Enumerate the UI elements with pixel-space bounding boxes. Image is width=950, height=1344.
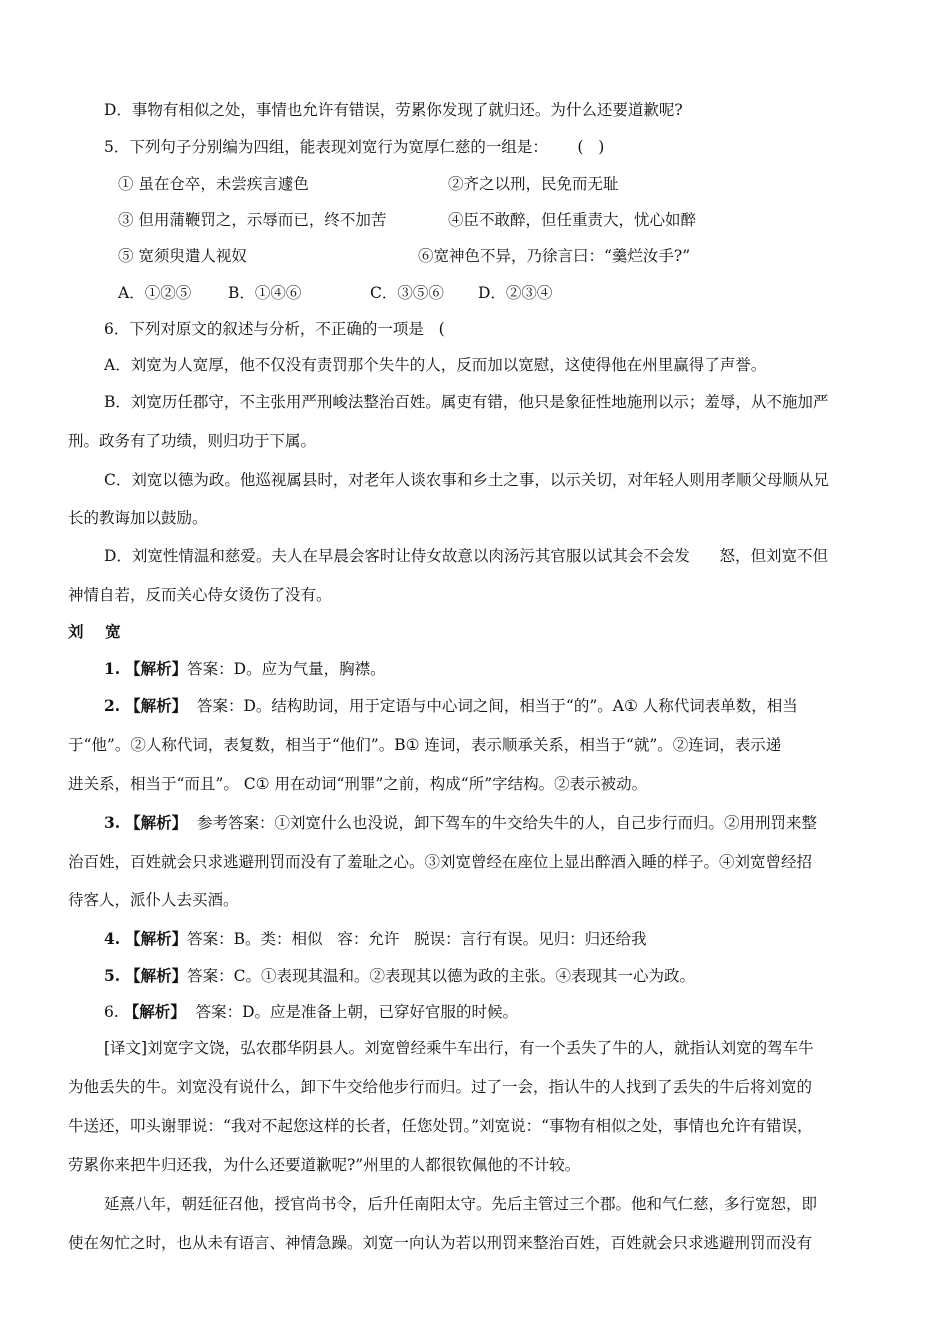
answer-number: 4. xyxy=(104,929,121,948)
answer-text: 答案：D。应是准备上朝，已穿好官服的时候。 xyxy=(185,1003,519,1021)
answer-text: 答案：B。类：相似 容：允许 脱误：言行有误。见归：归还给我 xyxy=(187,930,647,948)
q5-stem: 5．下列句子分别编为四组，能表现刘宽行为宽厚仁慈的一组是： ( ) xyxy=(104,138,605,156)
answer-2-line2: 于“他”。②人称代词，表复数，相当于“他们”。B① 连词，表示顺承关系，相当于“就”。②连词，表示递 xyxy=(68,736,782,754)
q5-item-6: ⑥宽神色不异，乃徐言曰：“羹烂汝手?” xyxy=(418,247,691,265)
q5-item-3: ③ 但用蒲鞭罚之，示辱而已，终不加苦 xyxy=(118,211,387,229)
translation-p1-line4: 劳累你来把牛归还我，为什么还要道歉呢?”州里的人都很钦佩他的不计较。 xyxy=(68,1156,581,1174)
answer-2-line3: 进关系，相当于“而且”。 C① 用在动词“刑罪”之前，构成“所”字结构。②表示被动。 xyxy=(68,775,648,793)
translation-p2-line2: 使在匆忙之时，也从未有语言、神情急躁。刘宽一向认为若以刑罚来整治百姓，百姓就会只求逃避刑罚而没有 xyxy=(68,1234,813,1252)
analysis-tag: 【解析】 xyxy=(125,966,188,985)
q5-choice-c: C．③⑤⑥ xyxy=(370,284,444,302)
translation-p1-line3: 牛送还，叩头谢罪说：“我对不起您这样的长者，任您处罚。”刘宽说：“事物有相似之处，事情也允许有错误， xyxy=(68,1117,813,1135)
answer-text: 答案：D。结构助词，用于定语与中心词之间，相当于“的”。A① 人称代词表单数，相当 xyxy=(187,697,798,715)
q5-item-1: ① 虽在仓卒，未尝疾言遽色 xyxy=(118,175,309,193)
answer-1 xyxy=(104,659,386,679)
q6-option-d-line2: 神情自若，反而关心侍女烫伤了没有。 xyxy=(68,586,332,604)
q6-option-d-line1: D．刘宽性情温和慈爱。夫人在早晨会客时让侍女故意以肉汤污其官服以试其会不会发 怒，但刘宽不但 xyxy=(104,547,828,565)
q5-item-5: ⑤ 宽须臾遣人视奴 xyxy=(118,247,247,265)
q5-item-4: ④臣不敢醉，但任重责大，忧心如醉 xyxy=(448,211,697,229)
analysis-tag: 【解析】 xyxy=(125,696,188,715)
answer-number: 6. xyxy=(104,1003,119,1021)
answer-text: 答案：C。①表现其温和。②表现其以德为政的主张。④表现其一心为政。 xyxy=(187,967,696,985)
analysis-tag: 【解析】 xyxy=(125,659,188,678)
q6-option-b-line2: 刑。政务有了功绩，则归功于下属。 xyxy=(68,432,317,450)
q5-item-2: ②齐之以刑，民免而无耻 xyxy=(448,175,619,193)
answer-3-line3: 待客人，派仆人去买酒。 xyxy=(68,891,239,909)
answer-text: 参考答案：①刘宽什么也没说，卸下驾车的牛交给失牛的人，自己步行而归。②用刑罚来整 xyxy=(187,814,817,832)
analysis-tag: 【解析】 xyxy=(125,929,188,948)
q6-option-c-line1: C．刘宽以德为政。他巡视属县时，对老年人谈农事和乡土之事，以示关切，对年轻人则用孝顺父母顺从兄 xyxy=(104,471,829,489)
answer-number: 3. xyxy=(104,813,121,832)
answer-3-line2: 治百姓，百姓就会只求逃避刑罚而没有了羞耻之心。③刘宽曾经在座位上显出醉酒入睡的样子。④刘宽曾经招 xyxy=(68,853,813,871)
answer-3 xyxy=(104,813,817,833)
q6-option-b-line1: B．刘宽历任郡守，不主张用严刑峻法整治百姓。属吏有错，他只是象征性地施刑以示；羞辱，从不施加严 xyxy=(104,393,829,411)
answer-6 xyxy=(104,1002,518,1022)
q5-choice-a: A．①②⑤ xyxy=(118,284,192,302)
answer-number: 2. xyxy=(104,696,121,715)
answer-number: 1. xyxy=(104,659,121,678)
answer-5 xyxy=(104,966,695,986)
analysis-tag: 【解析】 xyxy=(125,813,188,832)
translation-p1-line1: [译文]刘宽字文饶，弘农郡华阴县人。刘宽曾经乘牛车出行，有一个丢失了牛的人，就指认刘宽的驾车牛 xyxy=(104,1039,814,1057)
q6-stem: 6．下列对原文的叙述与分析，不正确的一项是 ( xyxy=(104,320,445,338)
answer-2 xyxy=(104,696,798,716)
analysis-tag: 【解析】 xyxy=(123,1002,186,1021)
answer-text: 答案：D。应为气量，胸襟。 xyxy=(187,660,386,678)
q6-option-a: A．刘宽为人宽厚，他不仅没有责罚那个失牛的人，反而加以宽慰，这使得他在州里赢得了声誉。 xyxy=(104,356,767,374)
answer-number: 5. xyxy=(104,966,121,985)
answer-4 xyxy=(104,929,647,949)
q4-option-d: D．事物有相似之处，事情也允许有错误，劳累你发现了就归还。为什么还要道歉呢? xyxy=(104,101,683,119)
q6-option-c-line2: 长的教诲加以鼓励。 xyxy=(68,509,208,527)
q5-choice-b: B．①④⑥ xyxy=(228,284,302,302)
translation-p2-line1: 延熹八年，朝廷征召他，授官尚书令，后升任南阳太守。先后主管过三个郡。他和气仁慈，多行宽恕，即 xyxy=(104,1195,818,1213)
answers-heading: 刘 宽 xyxy=(68,622,121,641)
translation-p1-line2: 为他丢失的牛。刘宽没有说什么，卸下牛交给他步行而归。过了一会，指认牛的人找到了丢失的牛后将刘宽的 xyxy=(68,1078,813,1096)
q5-choice-d: D．②③④ xyxy=(478,284,553,302)
